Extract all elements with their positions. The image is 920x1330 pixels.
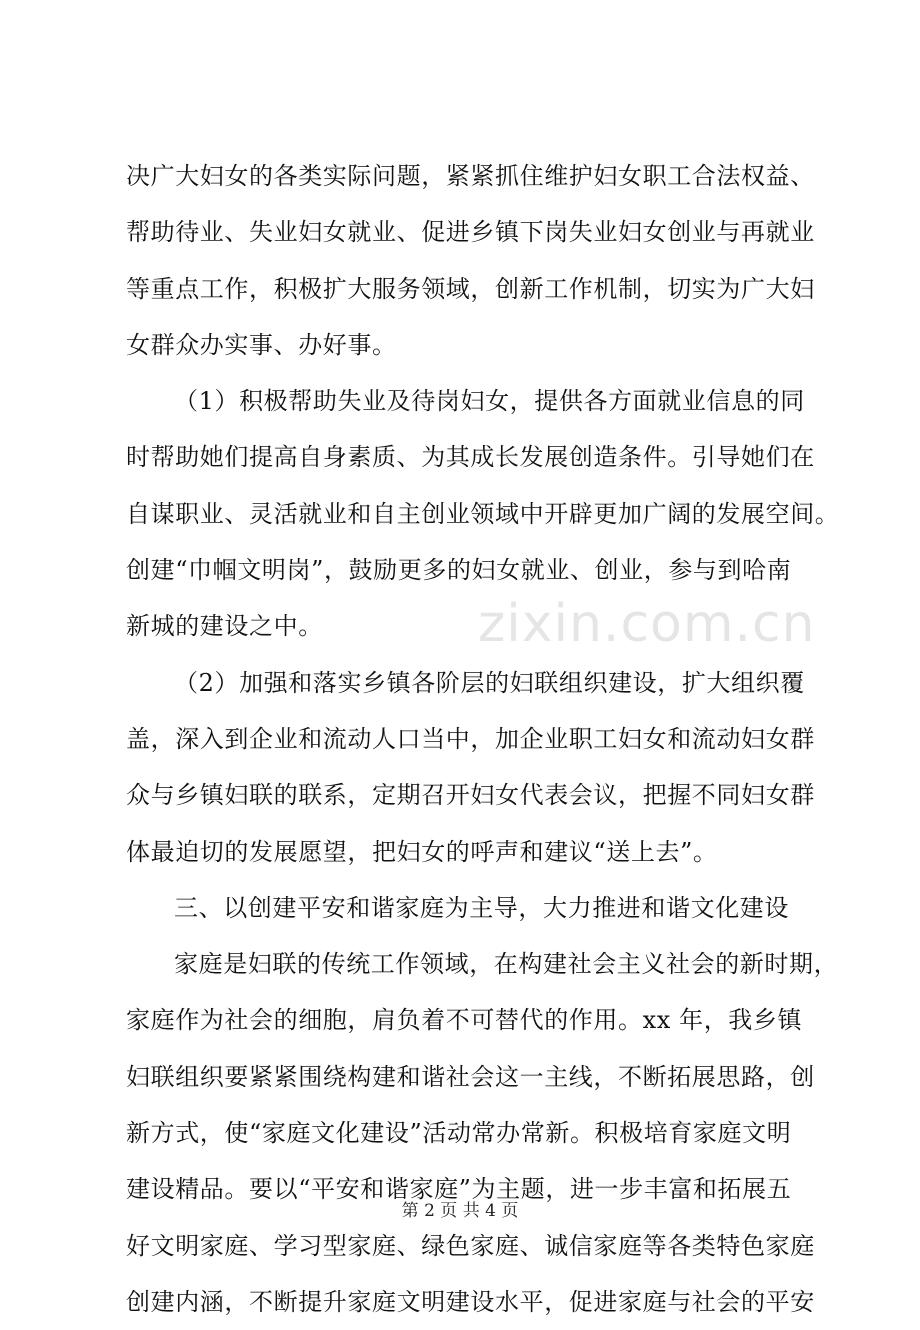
text-line: 盖，深入到企业和流动人口当中，加企业职工妇女和流动妇女群 [126,724,815,753]
text-line: 新方式，使“家庭文化建设”活动常办常新。积极培育家庭文明 [126,1119,792,1148]
text-line: 建设精品。要以“平安和谐家庭”为主题，进一步丰富和拓展五 [126,1175,792,1204]
text-line: 众与乡镇妇联的联系，定期召开妇女代表会议，把握不同妇女群 [126,781,815,810]
text-line: 决广大妇女的各类实际问题，紧紧抓住维护妇女职工合法权益、 [126,162,815,190]
text-line: 体最迫切的发展愿望，把妇女的呼声和建议“送上去”。 [126,837,718,866]
section-heading: 三、以创建平安和谐家庭为主导，大力推进和谐文化建设 [174,893,789,922]
page-number: 第 2 页 共 4 页 [401,1201,519,1221]
text-line: 帮助待业、失业妇女就业、促进乡镇下岗失业妇女创业与再就业 [126,218,815,247]
text-line: 妇联组织要紧紧围绕构建和谐社会这一主线，不断拓展思路，创 [126,1062,815,1091]
watermark: zixin.com.cn [478,594,816,654]
paragraph-first-line: （2）加强和落实乡镇各阶层的妇联组织建设，扩大组织覆 [174,668,805,697]
text-line: 家庭作为社会的细胞，肩负着不可替代的作用。xx 年，我乡镇 [126,1006,803,1035]
paragraph-first-line: （1）积极帮助失业及待岗妇女，提供各方面就业信息的同 [174,387,805,416]
paragraph-first-line: 家庭是妇联的传统工作领域，在构建社会主义社会的新时期， [174,950,839,979]
text-line: 好文明家庭、学习型家庭、绿色家庭、诚信家庭等各类特色家庭 [126,1231,815,1260]
text-line: 创建“巾帼文明岗”，鼓励更多的妇女就业、创业，参与到哈南 [126,556,792,585]
text-line: 创建内涵，不断提升家庭文明建设水平，促进家庭与社会的平安 [126,1287,815,1316]
text-line: 等重点工作，积极扩大服务领域，创新工作机制，切实为广大妇 [126,274,815,303]
text-line: 自谋职业、灵活就业和自主创业领域中开辟更加广阔的发展空间。 [126,499,840,528]
text-line: 时帮助她们提高自身素质、为其成长发展创造条件。引导她们在 [126,443,815,472]
text-line: 新城的建设之中。 [126,612,323,641]
document-body [126,148,840,1330]
text-line: 女群众办实事、办好事。 [126,330,397,359]
